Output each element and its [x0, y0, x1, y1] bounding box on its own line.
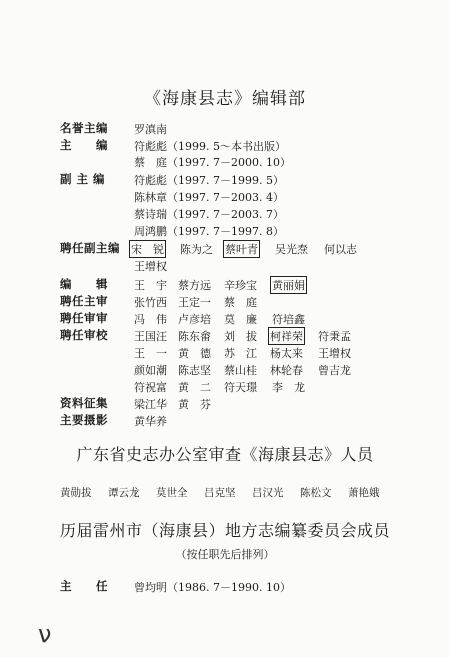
chief-reviewer-name: 王定一	[178, 296, 211, 309]
proofreader-name: 柯祥荣	[268, 327, 305, 345]
proofreader-name: 符天璟	[224, 381, 257, 394]
role-materials-collection: 资料征集	[60, 396, 108, 410]
proofreader-name: 颜如潮	[134, 364, 167, 377]
proofreader-name: 李 龙	[272, 381, 305, 394]
chief-reviewer-name: 蔡 庭	[224, 296, 257, 309]
reviewer-name: 符培鑫	[272, 313, 305, 326]
photographer-name: 黄华养	[134, 415, 167, 428]
role-appointed-proofreader: 聘任审校	[60, 328, 108, 342]
honorary-editor-name: 罗滇南	[134, 123, 167, 136]
reviewer-member: 吕汉光	[252, 487, 284, 499]
proofreader-name: 王增权	[318, 347, 351, 360]
reviewer-member: 陈松文	[300, 487, 332, 499]
proofreader-name: 王 一	[134, 347, 167, 360]
reviewer-member: 谭云龙	[108, 487, 140, 499]
chief-reviewer-name: 张竹西	[134, 296, 167, 309]
deputy-editor-entry: 蔡诗瑞（1997. 7－2003. 7）	[134, 208, 284, 221]
role-appointed-deputy-editor: 聘任副主编	[60, 241, 120, 255]
role-appointed-chief-reviewer: 聘任主审	[60, 294, 108, 308]
proofreader-name: 陈东畲	[178, 330, 211, 343]
reviewer-member: 莫世全	[156, 487, 188, 499]
proofreader-name: 符祝富	[134, 381, 167, 394]
section-title-committee: 历届雷州市（海康县）地方志编纂委员会成员	[59, 521, 390, 540]
reviewer-name: 卢彦培	[178, 313, 211, 326]
appointed-deputy-name: 王增权	[134, 260, 167, 273]
editor-in-chief-entry: 蔡 庭（1997. 7－2000. 10）	[134, 156, 291, 169]
proofreader-name: 陈志坚	[178, 364, 211, 377]
appointed-deputy-name: 何以志	[324, 243, 357, 256]
proofreader-name: 曾吉龙	[318, 364, 351, 377]
reviewer-name: 冯 伟	[134, 313, 167, 326]
reviewer-name: 莫 廉	[224, 313, 257, 326]
appointed-deputy-name: 蔡叶青	[223, 240, 260, 258]
proofreader-name: 黄 德	[178, 347, 211, 360]
editor-name: 蔡方远	[178, 279, 211, 292]
editor-in-chief-entry: 符彪彪（1999. 5～本书出版）	[134, 140, 286, 153]
deputy-editor-entry: 符彪彪（1997. 7－1999. 5）	[134, 174, 284, 187]
proofreader-name: 林轮春	[270, 364, 303, 377]
role-appointed-reviewer: 聘任审审	[60, 311, 108, 325]
reviewer-member: 黄勋拔	[60, 487, 92, 499]
role-editor: 编 辑	[60, 277, 108, 291]
deputy-editor-entry: 陈林章（1997. 7－2003. 4）	[134, 191, 284, 204]
role-chief-photography: 主要摄影	[60, 413, 108, 427]
proofreader-name: 苏 江	[224, 347, 257, 360]
proofreader-name: 杨太来	[270, 347, 303, 360]
role-chief: 主 任	[60, 579, 108, 593]
collector-name: 黄 芬	[178, 398, 211, 411]
proofreader-name: 刘 拔	[224, 330, 257, 343]
handwritten-mark: ν	[38, 620, 52, 648]
appointed-deputy-name: 宋 锐	[129, 240, 166, 258]
proofreader-name: 王国汪	[134, 330, 167, 343]
editor-name: 辛珍宝	[224, 279, 257, 292]
page-title: 《海康县志》编辑部	[144, 89, 306, 109]
reviewer-member: 吕克坚	[204, 487, 236, 499]
editor-name: 王 宇	[134, 279, 167, 292]
appointed-deputy-name: 吴光焘	[275, 243, 308, 256]
section-title-provincial-review: 广东省史志办公室审查《海康县志》人员	[76, 445, 374, 464]
proofreader-name: 黄 二	[178, 381, 211, 394]
section-subnote: （按任职先后排列）	[175, 548, 275, 561]
role-honorary-editor: 名誉主编	[60, 121, 108, 135]
reviewer-member: 萧艳娥	[348, 487, 380, 499]
collector-name: 梁江华	[134, 398, 167, 411]
proofreader-name: 蔡山桂	[224, 364, 257, 377]
role-editor-in-chief: 主 编	[60, 138, 108, 152]
chief-entry: 曾均明（1986. 7－1990. 10）	[134, 581, 291, 594]
deputy-editor-entry: 周鸿鹏（1997. 7－1997. 8）	[134, 225, 284, 238]
role-deputy-editor: 副 主 编	[60, 172, 106, 186]
editor-name: 黄丽娟	[270, 276, 307, 294]
appointed-deputy-name: 陈为之	[180, 243, 213, 256]
proofreader-name: 符秉孟	[318, 330, 351, 343]
